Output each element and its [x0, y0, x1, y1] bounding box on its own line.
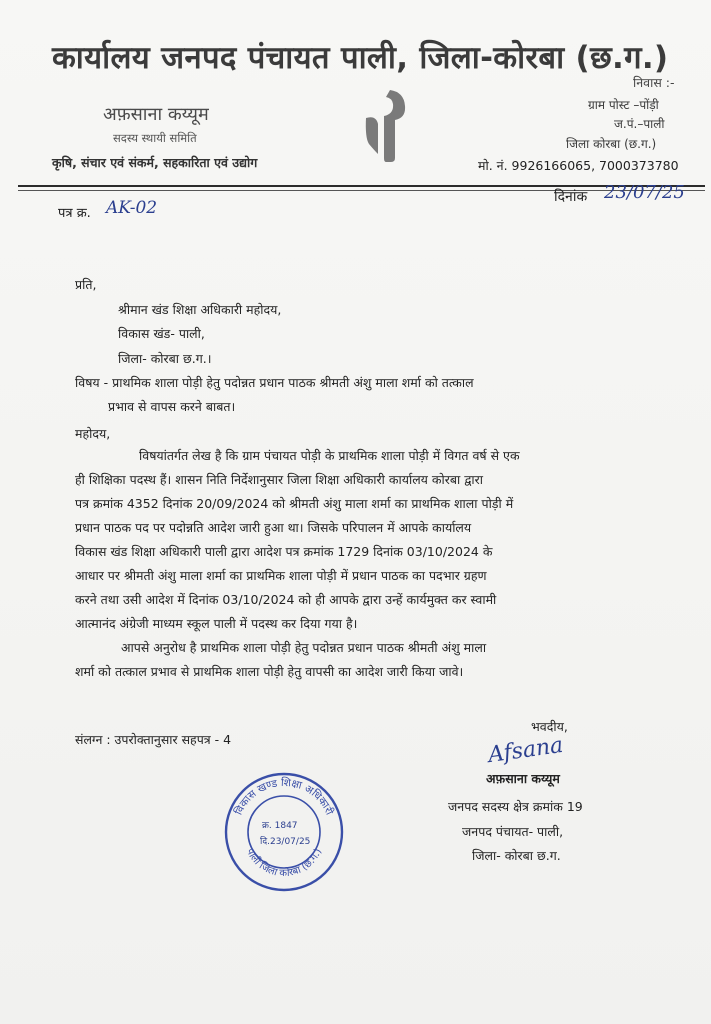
signatory-line-3: जिला- कोरबा छ.ग.	[472, 848, 561, 863]
header-divider-thin	[18, 190, 705, 191]
para1-line-4: प्रधान पाठक पद पर पदोन्नति आदेश जारी हुआ था। जिसके परिपालन में आपके कार्यालय	[75, 520, 472, 535]
letter-date: 23/07/25	[604, 182, 685, 203]
header-divider	[18, 185, 705, 187]
subject-line-1: विषय - प्राथमिक शाला पोड़ी हेतु पदोन्नत प्रधान पाठक श्रीमती अंशु माला शर्मा को तत्काल	[75, 375, 474, 390]
department: कृषि, संचार एवं संकर्म, सहकारिता एवं उद्योग	[52, 155, 258, 170]
para1-line-5: विकास खंड शिक्षा अधिकारी पाली द्वारा आदेश पत्र क्रमांक 1729 दिनांक 03/10/2024 के	[75, 544, 493, 559]
para1-line-6: आधार पर श्रीमती अंशु माला शर्मा का प्राथमिक शाला पोड़ी में प्रधान पाठक का पदभार ग्रहण	[75, 568, 487, 583]
office-title: कार्यालय जनपद पंचायत पाली, जिला-कोरबा (छ.ग.)	[52, 40, 669, 76]
phone-numbers: मो. नं. 9926166065, 7000373780	[478, 158, 679, 173]
stamp-ring-text: विकास खण्ड शिक्षा अधिकारी	[232, 776, 336, 817]
letter-number-label: पत्र क्र.	[58, 206, 91, 221]
para2-line-1: आपसे अनुरोध है प्राथमिक शाला पोड़ी हेतु पदोन्नत प्रधान पाठक श्रीमती अंशु माला	[121, 640, 487, 655]
member-role: सदस्य स्थायी समिति	[113, 131, 197, 145]
para1-line-3: पत्र क्रमांक 4352 दिनांक 20/09/2024 को श्रीमती अंशु माला शर्मा का प्राथमिक शाला पोड़ी में	[75, 496, 514, 511]
recipient-line-2: विकास खंड- पाली,	[118, 326, 205, 341]
signatory-line-2: जनपद पंचायत- पाली,	[462, 824, 564, 839]
recipient-prati: प्रति,	[75, 277, 97, 292]
stamp-received-number: क्र. 1847	[262, 821, 298, 831]
para1-line-2: ही शिक्षिका पदस्थ हैं। शासन निति निर्देशानुसार जिला शिक्षा अधिकारी कार्यालय कोरबा द्वारा	[75, 472, 483, 487]
signatory-line-1: जनपद सदस्य क्षेत्र क्रमांक 19	[448, 799, 583, 814]
address-line-1: ग्राम पोस्ट –पोंड़ी	[588, 98, 659, 112]
date-label: दिनांक	[554, 189, 588, 205]
enclosure: संलग्न : उपरोक्तानुसार सहपत्र - 4	[75, 732, 232, 747]
member-name-header: अफ़साना कय्यूम	[103, 104, 209, 125]
hand-symbol-logo	[362, 88, 414, 164]
stamp-received-date: दि.23/07/25	[260, 837, 311, 847]
signatory-name: अफ़साना कय्यूम	[486, 771, 560, 786]
closing-bhavdiya: भवदीय,	[531, 719, 568, 734]
recipient-line-3: जिला- कोरबा छ.ग.।	[118, 351, 212, 366]
svg-text:पाली जिला कोरबा (छ.ग.)	[244, 847, 324, 879]
para2-line-2: शर्मा को तत्काल प्रभाव से प्राथमिक शाला पोड़ी हेतु वापसी का आदेश जारी किया जावे।	[75, 664, 464, 679]
address-label: निवास :-	[633, 75, 675, 90]
office-stamp	[222, 770, 346, 894]
recipient-line-1: श्रीमान खंड शिक्षा अधिकारी महोदय,	[118, 302, 282, 317]
handwritten-signature: Afsana	[486, 732, 565, 769]
subject-line-2: प्रभाव से वापस करने बाबत।	[108, 399, 236, 414]
address-line-3: जिला कोरबा (छ.ग.)	[566, 137, 657, 151]
para1-line-7: करने तथा उसी आदेश में दिनांक 03/10/2024 को ही आपके द्वारा उन्हें कार्यमुक्त कर स्वामी	[75, 592, 497, 607]
para1-line-8: आत्मानंद अंग्रेजी माध्यम स्कूल पाली में पदस्थ कर दिया गया है।	[75, 616, 358, 631]
salutation: महोदय,	[75, 426, 111, 441]
letter-number: AK-02	[106, 198, 158, 218]
stamp-bottom-text: पाली जिला कोरबा (छ.ग.)	[243, 846, 325, 880]
address-line-2: ज.पं.–पाली	[614, 117, 665, 131]
para1-line-1: विषयांतर्गत लेख है कि ग्राम पंचायत पोड़ी के प्राथमिक शाला पोड़ी में विगत वर्ष से एक	[139, 448, 520, 463]
